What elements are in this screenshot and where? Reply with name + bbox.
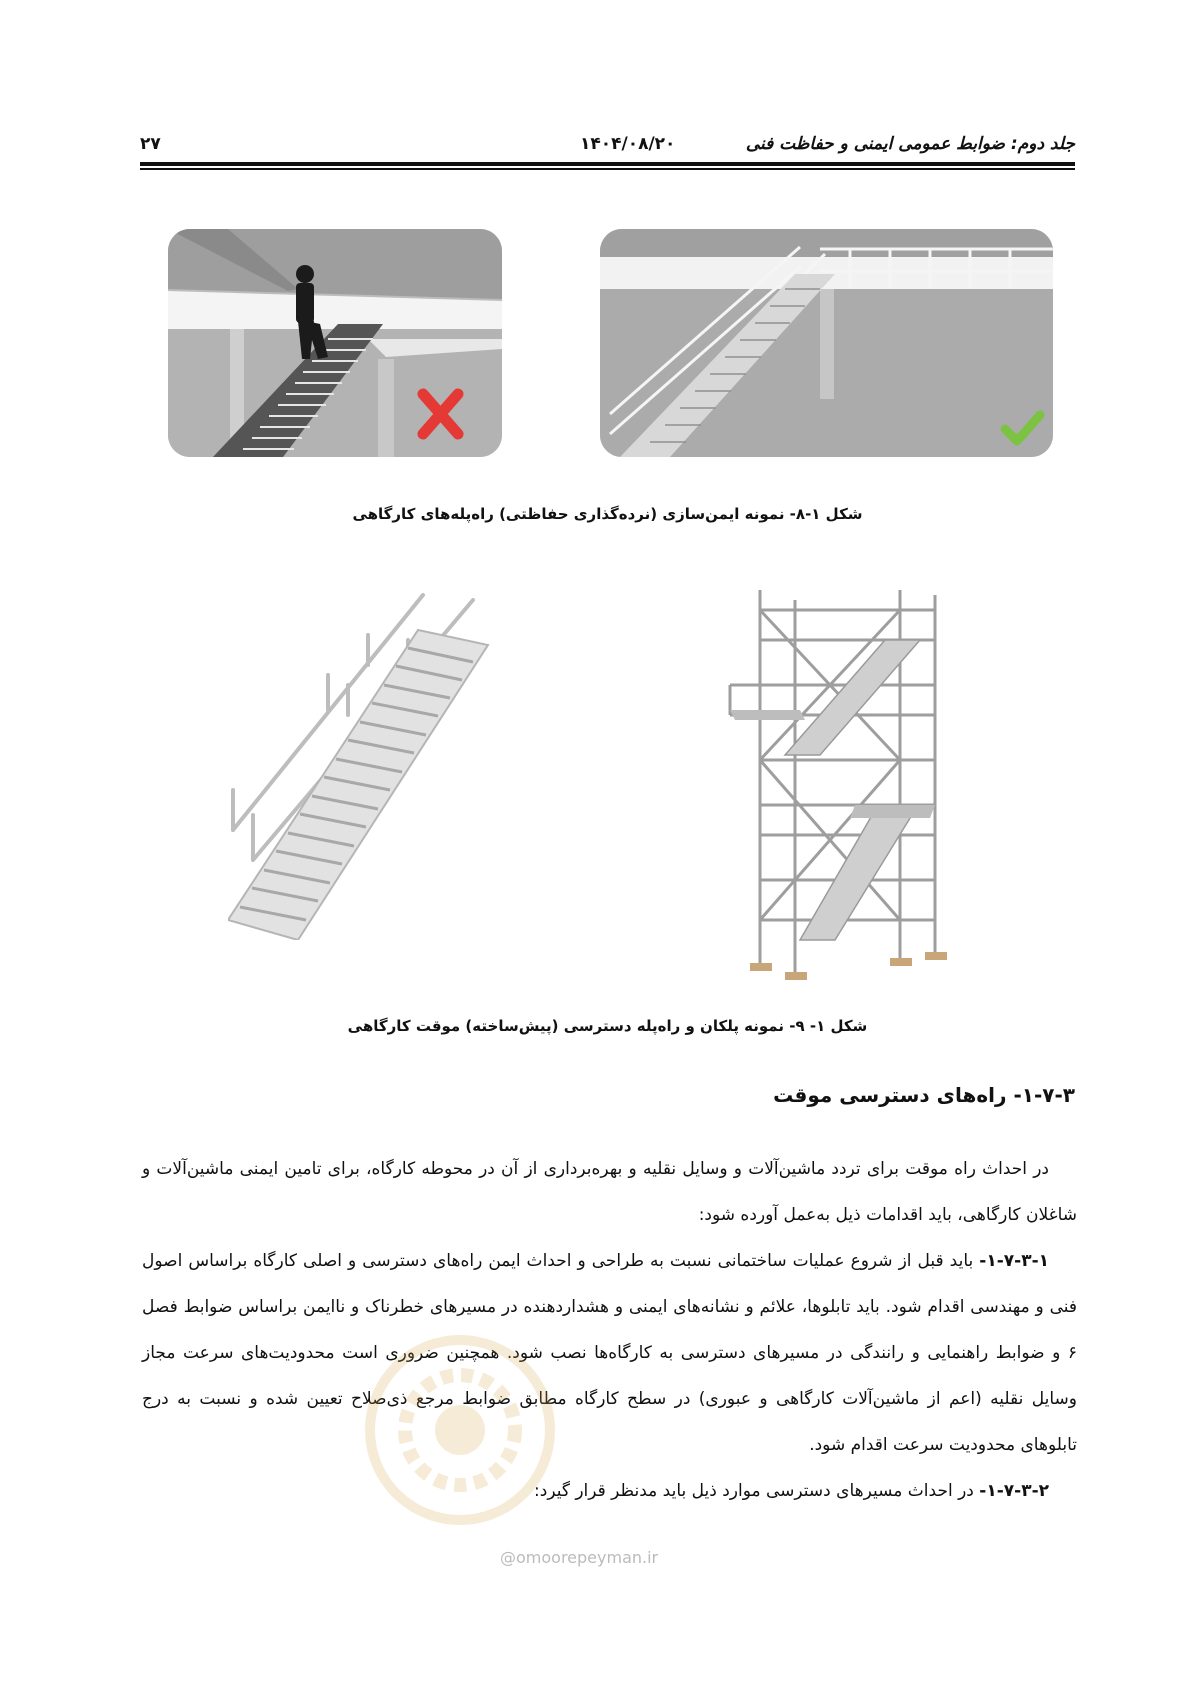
scaffold-stair-tower-image — [725, 580, 955, 980]
safe-stair-image — [600, 229, 1053, 457]
figure-1-9-caption: شکل ۱- ۹- نمونه پلکان و راه‌پله دسترسی (پیش‌ساخته) موقت کارگاهی — [347, 1017, 868, 1035]
watermark-seal-icon — [360, 1330, 560, 1530]
header-rule-thick — [140, 162, 1075, 166]
prefab-stair-image — [228, 590, 528, 940]
item-1-text: باید قبل از شروع عملیات ساختمانی نسبت به طراحی و احداث ایمن راه‌های دسترسی و اصلی کارگاه براساس اصول فنی و مهندسی اقدام شود. باید تابلوها، علائم و نشانه‌های ایمنی و هشداردهنده در مسیرهای خطرناک و ناایمن براساس ضوابط فصل ۶ و ضوابط راهنمایی و رانندگی در مسیرهای دسترسی به کارگاه‌ها نصب شود. همچنین ضروری است محدودیت‌های سرعت مجاز وسایل نقلیه (اعم از ماشین‌آلات کارگاهی و عبوری) در سطح کارگاه مطابق ضوابط مرجع ذی‌صلاح تعیین شده و نسبت به درج تابلوهای محدودیت سرعت اقدام شود. — [142, 1251, 1077, 1455]
item-2-text: در احداث مسیرهای دسترسی موارد ذیل باید مدنظر قرار گیرد: — [534, 1481, 980, 1501]
item-1-number: ۱-۷-۳-۱- — [979, 1251, 1049, 1271]
item-2-number: ۱-۷-۳-۲- — [979, 1481, 1049, 1501]
header-date: ۱۴۰۴/۰۸/۲۰ — [580, 134, 676, 154]
body-text — [142, 1146, 1077, 1514]
page-number: ۲۷ — [140, 134, 161, 154]
item-2-paragraph — [142, 1468, 1077, 1514]
unsafe-stair-image — [168, 229, 502, 457]
header-rule-thin — [140, 168, 1075, 170]
item-1-paragraph — [142, 1238, 1077, 1468]
watermark-text: @omoorepeyman.ir — [500, 1548, 659, 1567]
volume-title: جلد دوم: ضوابط عمومی ایمنی و حفاظت فنی — [745, 134, 1075, 154]
section-heading: ۱-۷-۳- راه‌های دسترسی موقت — [773, 1083, 1075, 1107]
figure-1-8-caption: شکل ۱-۸- نمونه ایمن‌سازی (نرده‌گذاری حفاظتی) راه‌پله‌های کارگاهی — [352, 505, 863, 523]
intro-paragraph: در احداث راه موقت برای تردد ماشین‌آلات و وسایل نقلیه و بهره‌برداری از آن در محوطه کارگاه، برای تامین ایمنی ماشین‌آلات و شاغلان کارگاهی، باید اقدامات ذیل به‌عمل آورده شود: — [142, 1159, 1077, 1225]
